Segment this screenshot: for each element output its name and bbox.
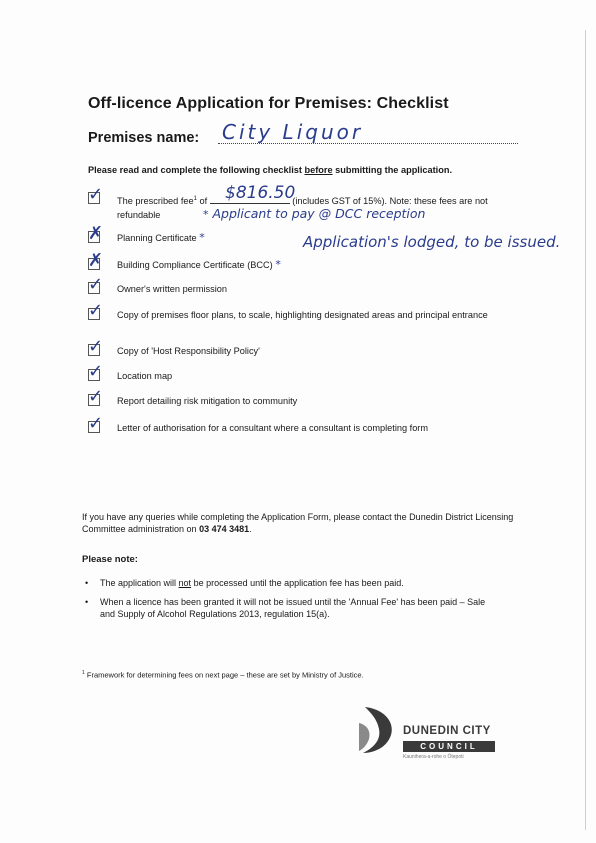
bullet-icon: • — [85, 597, 89, 607]
checklist-item-owner-permission[interactable]: ✓ Owner's written permission — [88, 274, 227, 295]
queries-paragraph: If you have any queries while completing the Application Form, please contact the Dunedin District Licensing Committee administration on 03 474 3481. — [82, 512, 514, 534]
cross-mark-icon: ✗ — [88, 250, 104, 271]
checklist-item-risk-report[interactable]: ✓ Report detailing risk mitigation to community — [88, 386, 298, 407]
instructions: Please read and complete the following checklist before submitting the application. — [88, 165, 453, 175]
page-title: Off-licence Application for Premises: Checklist — [88, 95, 449, 112]
checklist-item-location-map[interactable]: ✓ Location map — [88, 361, 173, 382]
check-mark-icon: ✓ — [88, 386, 104, 407]
council-logo — [357, 703, 517, 763]
fee-note-handwritten: * Applicant to pay @ DCC reception — [203, 206, 426, 221]
premises-name-label: Premises name: — [88, 130, 200, 146]
phone-number: 03 474 3481 — [199, 524, 250, 534]
bullet-icon: • — [85, 578, 89, 588]
check-mark-icon: ✓ — [88, 184, 104, 205]
logo-text-dunedin-city: DUNEDIN CITY — [403, 725, 491, 737]
check-mark-icon: ✓ — [88, 413, 104, 434]
page-edge — [585, 30, 586, 830]
checklist-item-fee[interactable]: ✓ The prescribed fee$^1$ of (includes GST of 15%). Note: these fees are not refundable — [88, 184, 488, 221]
logo-text-council: COUNCIL — [403, 741, 495, 752]
checklist-item-floor-plans[interactable]: ✓ Copy of premises floor plans, to scale, highlighting designated areas and principal entrance — [88, 300, 488, 321]
please-note-heading: Please note: — [82, 554, 138, 565]
check-mark-icon: ✓ — [88, 361, 104, 382]
logo-text-maori: Kaunihera-a-rohe o Ōtepoti — [403, 754, 464, 760]
check-mark-icon: ✓ — [88, 274, 104, 295]
lodged-note-handwritten: Application's lodged, to be issued. — [303, 233, 561, 251]
cross-mark-icon: ✗ — [88, 223, 104, 244]
instructions-before-word: before — [304, 165, 333, 175]
footnote: $^1$ Framework for determining fees on next page – these are set by Ministry of Justice. — [82, 670, 364, 680]
check-mark-icon: ✓ — [88, 300, 104, 321]
checklist-item-host-policy[interactable]: ✓ Copy of 'Host Responsibility Policy' — [88, 336, 260, 357]
premises-name-value[interactable]: City Liquor — [222, 120, 364, 144]
checklist-item-bcc[interactable]: ✗ Building Compliance Certificate (BCC) * — [88, 250, 281, 271]
check-mark-icon: ✓ — [88, 336, 104, 357]
checklist-page: Off-licence Application for Premises: Checklist Premises name: City Liquor Please read and complete the following checklist before submitting the application. ✓ The prescribed fee$^1$ of (includes GST of 15%). Note: these fees are not refundable $816.50 * Applicant to pay @ DCC reception ✗ Planning Certificate * ✗ Building Compliance Certificate (BCC) * Application's lodged, to be issued. ✓ Owner's written permission ✓ Copy of premises floor plans, to scale, highlighting designated areas and principal entrance ✓ Copy of 'Host Responsibility Policy' ✓ Location map ✓ Report detailing risk mitigation to community ✓ Letter of authorisation for a consultant where a consultant is completing form If you have any queries while completing the Application Form, please contact the Dunedin District Licensing Committee administration on 03 474 3481. Please note: • The application will not be processed until the application fee has been paid. • When a licence has been granted it will not be issued until the 'Annual Fee' has been paid – Sale and Supply of Alcohol Regulations 2013, regulation 15(a). $^1$ Framework for determining fees on next page – these are set by Ministry of Justice. DUNEDIN CITY COUNCIL Kaunihera-a-rohe o Ōtepoti — [0, 0, 596, 843]
checklist-item-planning[interactable]: ✗ Planning Certificate * — [88, 223, 205, 244]
council-logo-icon — [357, 703, 399, 757]
checklist-item-consultant-letter[interactable]: ✓ Letter of authorisation for a consultant where a consultant is completing form — [88, 413, 429, 434]
fee-amount-handwritten: $816.50 — [225, 183, 296, 203]
